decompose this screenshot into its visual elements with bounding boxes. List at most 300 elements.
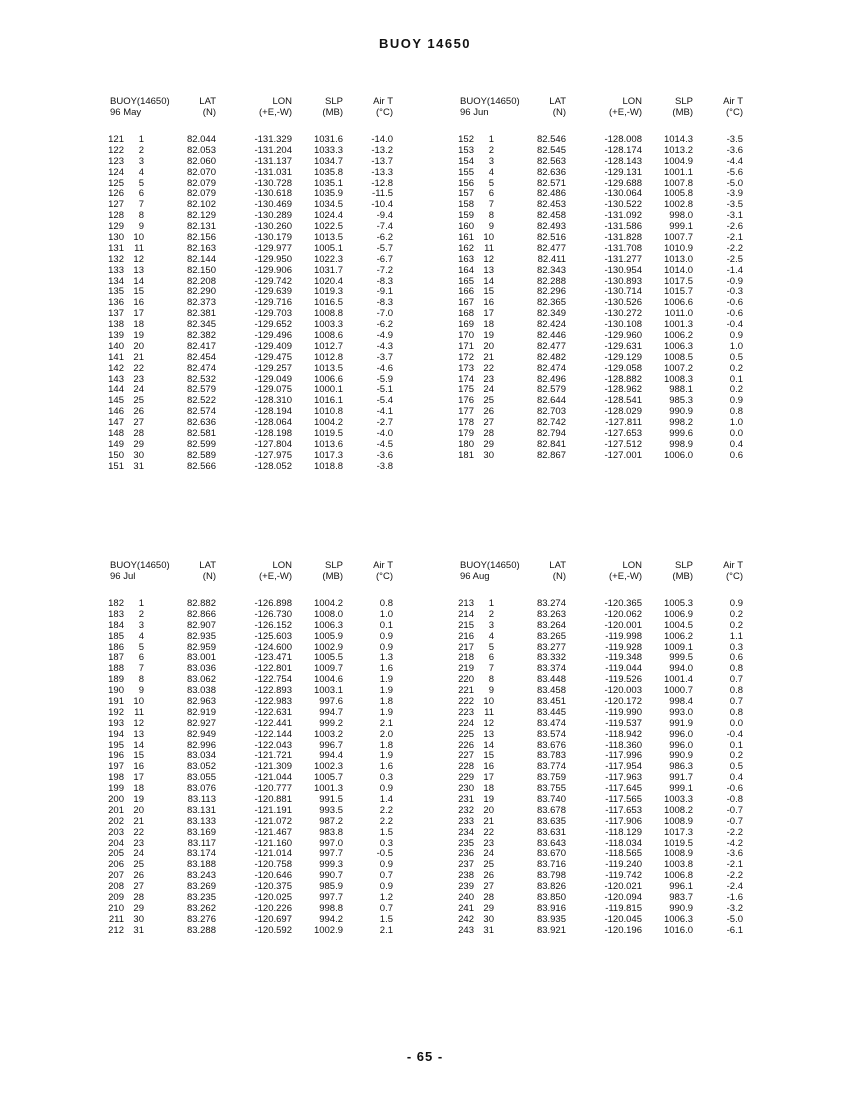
cell-lon: -131.708 (604, 242, 642, 254)
table-header-row (452, 572, 752, 583)
cell-lon: -119.537 (605, 717, 642, 729)
table-row (102, 773, 402, 784)
cell-day-of-year: 152 (458, 134, 474, 145)
cell-slp: 990.9 (669, 902, 693, 914)
cell-lat: 82.486 (536, 188, 566, 200)
cell-lon: -126.898 (254, 598, 292, 609)
cell-air-temp: -5.0 (726, 913, 743, 925)
cell-air-temp: 0.9 (379, 630, 393, 642)
cell-lat: 83.269 (186, 881, 216, 893)
cell-air-temp: 1.4 (379, 794, 393, 806)
cell-air-temp: -1.6 (726, 892, 743, 904)
cell-slp: 998.8 (319, 902, 343, 914)
cell-air-temp: -6.2 (376, 232, 393, 244)
cell-day-of-year: 181 (458, 449, 474, 461)
table-row (452, 817, 752, 828)
cell-air-temp: 0.8 (729, 406, 743, 418)
table-row (452, 179, 752, 190)
cell-day: 26 (133, 870, 144, 882)
cell-lon: -130.893 (604, 275, 642, 287)
cell-air-temp: -3.8 (376, 460, 393, 472)
cell-air-temp: 0.5 (729, 351, 743, 363)
cell-day: 21 (483, 351, 494, 363)
cell-day: 12 (483, 717, 494, 729)
cell-air-temp: -5.6 (726, 166, 743, 178)
cell-air-temp: 0.0 (729, 717, 743, 729)
cell-day-of-year: 186 (108, 641, 124, 653)
table-row (102, 135, 402, 146)
header-period: 96 May (110, 107, 142, 118)
cell-air-temp: -6.2 (376, 319, 393, 331)
cell-day: 7 (138, 199, 144, 211)
cell-day-of-year: 233 (458, 815, 474, 827)
table-row (452, 795, 752, 806)
table-header-row (452, 97, 752, 108)
cell-day-of-year: 140 (108, 340, 124, 352)
cell-air-temp: -0.6 (726, 297, 743, 309)
cell-day: 1 (488, 598, 494, 609)
cell-lon: -128.064 (254, 417, 292, 429)
cell-slp: 1004.5 (663, 619, 693, 631)
table-row (452, 189, 752, 200)
cell-lat: 82.343 (536, 264, 566, 276)
cell-day: 29 (483, 902, 494, 914)
cell-day: 5 (138, 177, 144, 189)
cell-slp: 1016.5 (313, 297, 343, 309)
cell-lon: -117.906 (605, 815, 642, 827)
cell-day-of-year: 209 (108, 892, 124, 904)
cell-day-of-year: 141 (108, 351, 124, 363)
table-row (102, 233, 402, 244)
cell-slp: 1005.7 (313, 772, 343, 784)
cell-slp: 999.3 (319, 859, 343, 871)
cell-day: 18 (133, 783, 144, 795)
table-row (102, 762, 402, 773)
cell-air-temp: 1.2 (379, 892, 393, 904)
cell-lat: 82.949 (186, 728, 216, 740)
cell-day-of-year: 230 (458, 783, 474, 795)
cell-lon: -119.998 (605, 630, 642, 642)
cell-day: 5 (138, 641, 144, 653)
cell-air-temp: 1.3 (379, 652, 393, 664)
cell-air-temp: 1.6 (379, 663, 393, 675)
cell-slp: 1017.5 (663, 275, 693, 287)
cell-day: 19 (483, 330, 494, 342)
cell-lon: -130.260 (254, 221, 292, 233)
cell-day: 28 (483, 428, 494, 440)
table-row (102, 255, 402, 266)
cell-slp: 1008.0 (313, 608, 343, 620)
cell-lat: 82.474 (536, 362, 566, 374)
cell-air-temp: 1.9 (379, 750, 393, 762)
cell-slp: 1006.9 (663, 608, 693, 620)
cell-air-temp: 0.8 (729, 663, 743, 675)
cell-slp: 1006.6 (313, 373, 343, 385)
cell-air-temp: -0.3 (726, 286, 743, 298)
cell-lat: 82.563 (536, 155, 566, 167)
table-row (102, 643, 402, 654)
cell-day: 7 (488, 663, 494, 675)
cell-lat: 83.643 (536, 837, 566, 849)
header-slp-unit: (MB) (322, 571, 343, 582)
cell-air-temp: -5.0 (726, 177, 743, 189)
cell-day-of-year: 145 (108, 395, 124, 407)
cell-air-temp: -4.9 (376, 330, 393, 342)
cell-slp: 987.2 (319, 815, 343, 827)
cell-day: 31 (133, 924, 144, 936)
cell-day: 31 (133, 460, 144, 472)
cell-day-of-year: 136 (108, 297, 124, 309)
cell-lon: -128.882 (604, 373, 642, 385)
cell-day-of-year: 192 (108, 706, 124, 718)
cell-day-of-year: 123 (108, 155, 124, 167)
cell-slp: 1035.8 (313, 166, 343, 178)
cell-air-temp: 0.9 (379, 881, 393, 893)
cell-slp: 996.0 (669, 739, 693, 751)
table-row (102, 429, 402, 440)
cell-lon: -121.309 (254, 761, 292, 773)
cell-day-of-year: 232 (458, 804, 474, 816)
cell-day: 2 (138, 608, 144, 620)
cell-lon: -122.754 (254, 674, 292, 686)
table-row (452, 200, 752, 211)
cell-slp: 990.9 (669, 750, 693, 762)
cell-lon: -120.777 (254, 783, 292, 795)
page-number: - 65 - (406, 1049, 444, 1064)
cell-lon: -122.801 (254, 663, 292, 675)
cell-slp: 1005.8 (663, 188, 693, 200)
cell-day: 18 (133, 319, 144, 331)
header-slp: SLP (325, 560, 343, 571)
cell-slp: 1004.2 (313, 417, 343, 429)
cell-day-of-year: 196 (108, 750, 124, 762)
cell-day-of-year: 171 (458, 340, 474, 352)
table-row (102, 599, 402, 610)
table-row (452, 849, 752, 860)
cell-day: 26 (483, 406, 494, 418)
cell-day-of-year: 151 (108, 460, 124, 472)
cell-day: 6 (488, 188, 494, 200)
table-row (102, 385, 402, 396)
cell-lat: 83.277 (536, 641, 566, 653)
cell-slp: 994.0 (669, 663, 693, 675)
cell-day-of-year: 135 (108, 286, 124, 298)
cell-air-temp: 1.0 (379, 608, 393, 620)
table-row (102, 407, 402, 418)
cell-slp: 1005.3 (663, 598, 693, 609)
cell-slp: 1019.5 (663, 837, 693, 849)
cell-slp: 1006.2 (663, 630, 693, 642)
table-body (102, 599, 402, 937)
cell-day: 27 (483, 881, 494, 893)
cell-day-of-year: 122 (108, 144, 124, 156)
cell-lat: 82.907 (186, 619, 216, 631)
table-row (102, 860, 402, 871)
cell-slp: 1017.3 (313, 449, 343, 461)
cell-slp: 1006.6 (663, 297, 693, 309)
cell-day-of-year: 143 (108, 373, 124, 385)
cell-lon: -129.639 (254, 286, 292, 298)
cell-day-of-year: 125 (108, 177, 124, 189)
cell-lat: 82.453 (536, 199, 566, 211)
cell-lon: -122.144 (254, 728, 292, 740)
cell-lon: -129.652 (254, 319, 292, 331)
cell-day: 25 (133, 395, 144, 407)
table-body (102, 135, 402, 473)
cell-slp: 986.3 (669, 761, 693, 773)
cell-slp: 1008.9 (663, 815, 693, 827)
cell-lon: -121.014 (254, 848, 292, 860)
table-row (452, 255, 752, 266)
cell-air-temp: 0.0 (729, 428, 743, 440)
cell-air-temp: -3.9 (726, 188, 743, 200)
cell-lon: -119.526 (605, 674, 642, 686)
cell-slp: 1007.7 (663, 232, 693, 244)
table-header-row (102, 97, 402, 108)
cell-day: 17 (483, 308, 494, 320)
cell-day: 13 (483, 728, 494, 740)
cell-lon: -118.034 (605, 837, 642, 849)
cell-slp: 1011.0 (664, 308, 693, 320)
header-lon: LON (272, 560, 292, 571)
table-row (452, 719, 752, 730)
cell-lon: -120.592 (254, 924, 292, 936)
cell-day: 26 (133, 406, 144, 418)
cell-day-of-year: 218 (458, 652, 474, 664)
cell-lat: 82.636 (536, 166, 566, 178)
cell-lat: 82.959 (186, 641, 216, 653)
cell-air-temp: 2.1 (379, 717, 393, 729)
cell-day: 15 (133, 286, 144, 298)
table-row (452, 375, 752, 386)
header-lon: LON (622, 560, 642, 571)
cell-lon: -127.804 (254, 438, 292, 450)
header-lat: LAT (549, 96, 566, 107)
table-row (102, 244, 402, 255)
cell-air-temp: 0.2 (729, 619, 743, 631)
cell-day-of-year: 187 (108, 652, 124, 664)
table-row (102, 719, 402, 730)
cell-slp: 1004.9 (663, 155, 693, 167)
cell-day-of-year: 240 (458, 892, 474, 904)
cell-air-temp: 0.3 (729, 641, 743, 653)
table-header-row (102, 561, 402, 572)
cell-lat: 83.276 (186, 913, 216, 925)
cell-day: 13 (483, 264, 494, 276)
cell-slp: 1012.8 (313, 351, 343, 363)
cell-lon: -120.045 (604, 913, 642, 925)
cell-lon: -128.962 (604, 384, 642, 396)
cell-lat: 83.001 (186, 652, 216, 664)
table-row (452, 418, 752, 429)
table-row (452, 298, 752, 309)
cell-day-of-year: 157 (458, 188, 474, 200)
cell-lat: 82.079 (186, 177, 216, 189)
table-row (452, 309, 752, 320)
cell-day-of-year: 223 (458, 706, 474, 718)
cell-lon: -123.471 (254, 652, 292, 664)
table-row (452, 407, 752, 418)
table-row (102, 298, 402, 309)
cell-lat: 82.841 (536, 438, 566, 450)
cell-day-of-year: 204 (108, 837, 124, 849)
cell-lon: -129.906 (254, 264, 292, 276)
cell-day-of-year: 189 (108, 674, 124, 686)
cell-lat: 82.794 (536, 428, 566, 440)
header-lat: LAT (549, 560, 566, 571)
cell-day-of-year: 178 (458, 417, 474, 429)
cell-slp: 1031.6 (313, 134, 343, 145)
cell-air-temp: 2.2 (379, 815, 393, 827)
cell-lat: 82.963 (186, 696, 216, 708)
cell-slp: 988.1 (669, 384, 693, 396)
cell-day-of-year: 127 (108, 199, 124, 211)
cell-lon: -120.001 (604, 619, 642, 631)
cell-day: 26 (483, 870, 494, 882)
cell-lon: -127.001 (604, 449, 642, 461)
cell-day: 23 (483, 373, 494, 385)
cell-day-of-year: 224 (458, 717, 474, 729)
cell-lon: -131.092 (604, 210, 642, 222)
cell-lon: -117.645 (605, 783, 642, 795)
cell-slp: 991.5 (319, 794, 343, 806)
cell-day: 4 (138, 166, 144, 178)
cell-day: 23 (133, 373, 144, 385)
cell-day: 22 (483, 826, 494, 838)
table-row (452, 222, 752, 233)
table-row (452, 244, 752, 255)
cell-slp: 1006.3 (663, 913, 693, 925)
table-body (452, 135, 752, 462)
header-slp: SLP (325, 96, 343, 107)
cell-day-of-year: 217 (458, 641, 474, 653)
cell-slp: 1005.9 (313, 630, 343, 642)
cell-day-of-year: 154 (458, 155, 474, 167)
cell-slp: 1020.4 (313, 275, 343, 287)
cell-slp: 1014.0 (663, 264, 693, 276)
cell-day: 21 (483, 815, 494, 827)
cell-day-of-year: 212 (108, 924, 124, 936)
cell-lon: -119.348 (605, 652, 642, 664)
cell-day: 11 (134, 706, 144, 718)
cell-day-of-year: 161 (458, 232, 474, 244)
table-row (102, 277, 402, 288)
cell-lon: -118.129 (605, 826, 642, 838)
cell-lon: -117.653 (605, 804, 642, 816)
header-air-temp: Air T (373, 560, 393, 571)
cell-lat: 82.131 (186, 221, 216, 233)
cell-lon: -128.052 (254, 460, 292, 472)
cell-lat: 82.516 (536, 232, 566, 244)
cell-day: 27 (133, 881, 144, 893)
cell-lon: -129.716 (254, 297, 292, 309)
cell-air-temp: -0.8 (726, 794, 743, 806)
cell-slp: 1001.4 (663, 674, 693, 686)
cell-lat: 83.174 (186, 848, 216, 860)
cell-day: 21 (133, 815, 144, 827)
cell-lon: -131.586 (604, 221, 642, 233)
cell-slp: 996.1 (669, 881, 693, 893)
cell-lat: 83.670 (536, 848, 566, 860)
cell-lon: -120.226 (254, 902, 292, 914)
cell-lat: 83.169 (186, 826, 216, 838)
cell-day: 1 (138, 598, 144, 609)
cell-slp: 990.7 (319, 870, 343, 882)
cell-lat: 82.290 (186, 286, 216, 298)
cell-lon: -129.131 (604, 166, 642, 178)
cell-slp: 1016.0 (663, 924, 693, 936)
cell-lat: 83.798 (536, 870, 566, 882)
table-row (452, 697, 752, 708)
table-row (102, 146, 402, 157)
cell-slp: 999.1 (669, 783, 693, 795)
header-air-unit: (°C) (376, 107, 393, 118)
data-table-aug (452, 561, 752, 937)
cell-air-temp: 1.6 (379, 761, 393, 773)
cell-day: 17 (483, 772, 494, 784)
cell-lat: 82.288 (536, 275, 566, 287)
cell-lat: 82.882 (186, 598, 216, 609)
cell-day-of-year: 195 (108, 739, 124, 751)
cell-day-of-year: 222 (458, 696, 474, 708)
cell-lat: 83.774 (536, 761, 566, 773)
cell-slp: 1006.8 (663, 870, 693, 882)
cell-lon: -117.996 (605, 750, 642, 762)
cell-lat: 82.935 (186, 630, 216, 642)
cell-air-temp: -11.5 (372, 188, 393, 200)
header-lon: LON (622, 96, 642, 107)
cell-day-of-year: 219 (458, 663, 474, 675)
header-period: 96 Jun (460, 107, 489, 118)
cell-day: 14 (483, 275, 494, 287)
cell-air-temp: -13.3 (371, 166, 393, 178)
header-buoy: BUOY(14650) (460, 560, 520, 571)
cell-day-of-year: 168 (458, 308, 474, 320)
cell-day-of-year: 220 (458, 674, 474, 686)
cell-slp: 1013.5 (313, 362, 343, 374)
cell-day: 18 (483, 783, 494, 795)
cell-slp: 1000.7 (663, 685, 693, 697)
cell-lat: 83.262 (186, 902, 216, 914)
cell-air-temp: -13.7 (371, 155, 393, 167)
table-row (102, 342, 402, 353)
cell-lon: -129.257 (254, 362, 292, 374)
table-row (102, 795, 402, 806)
cell-slp: 1006.3 (663, 340, 693, 352)
cell-day-of-year: 170 (458, 330, 474, 342)
cell-air-temp: -7.2 (376, 264, 393, 276)
cell-slp: 999.2 (319, 717, 343, 729)
cell-lat: 82.053 (186, 144, 216, 156)
cell-air-temp: 0.7 (379, 870, 393, 882)
cell-lat: 82.545 (536, 144, 566, 156)
cell-day-of-year: 226 (458, 739, 474, 751)
table-row (452, 287, 752, 298)
header-lat: LAT (199, 96, 216, 107)
cell-slp: 997.7 (319, 892, 343, 904)
cell-lon: -118.565 (605, 848, 642, 860)
cell-day-of-year: 197 (108, 761, 124, 773)
cell-air-temp: -3.2 (726, 902, 743, 914)
cell-lon: -129.688 (604, 177, 642, 189)
cell-air-temp: 2.2 (379, 804, 393, 816)
cell-air-temp: -0.4 (726, 728, 743, 740)
cell-air-temp: -12.8 (371, 177, 393, 189)
cell-day: 2 (138, 144, 144, 156)
table-row (452, 364, 752, 375)
cell-slp: 1008.9 (663, 848, 693, 860)
cell-day: 4 (138, 630, 144, 642)
